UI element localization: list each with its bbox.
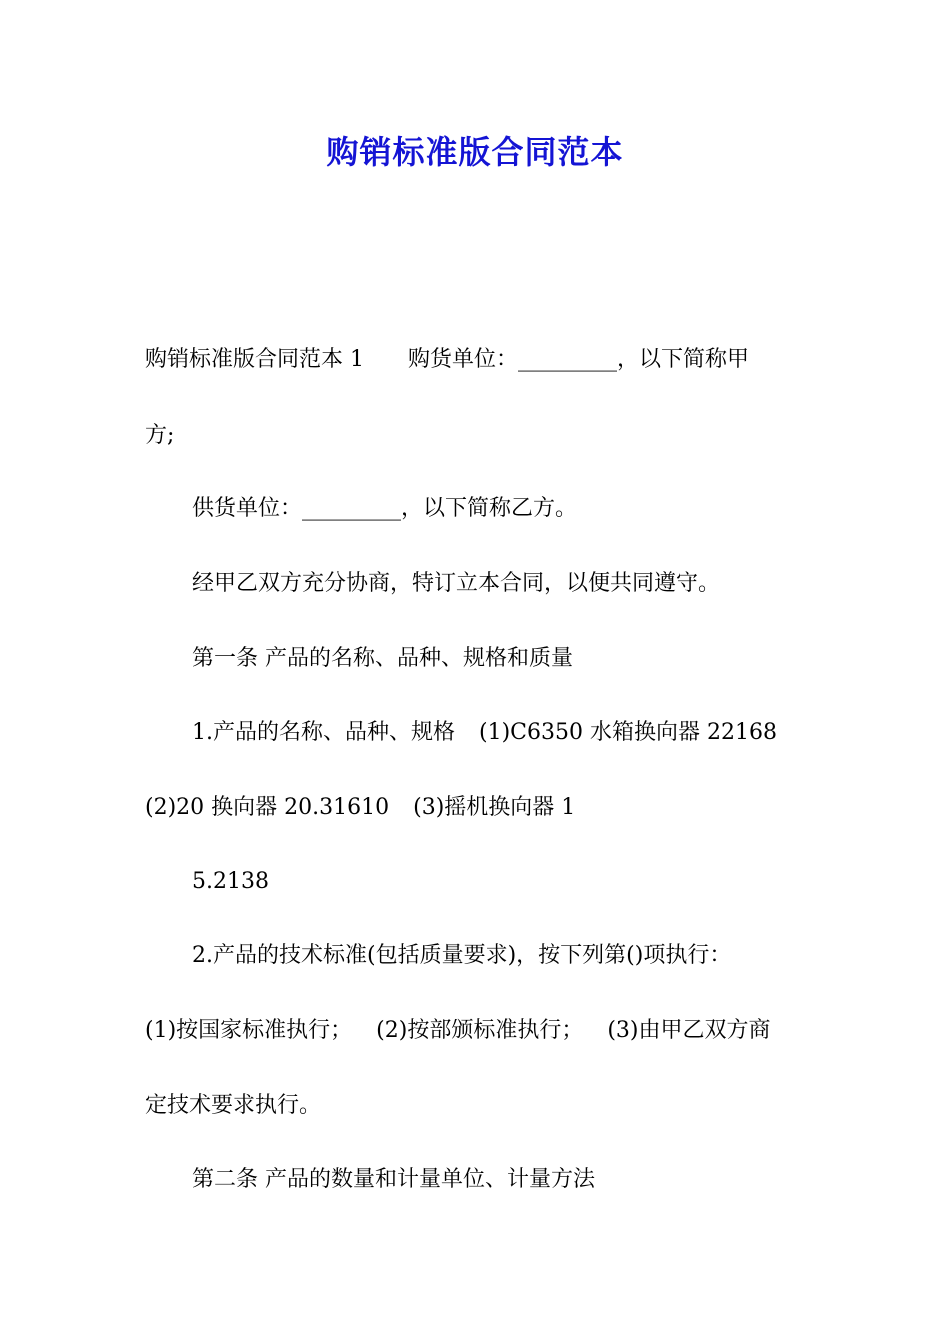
text-segment: 经甲乙双方充分协商，特订立本合同，以便共同遵守。 (192, 571, 721, 596)
paragraph-line (145, 790, 810, 826)
paragraph-line (145, 1013, 810, 1049)
text-segment: (2)20 换向器 20.31610 (145, 795, 390, 820)
text-segment: 定技术要求执行。 (145, 1093, 322, 1118)
paragraph-line (145, 1088, 810, 1124)
paragraph-line (145, 342, 810, 378)
paragraph-line (192, 864, 857, 900)
text-segment: 第二条 产品的数量和计量单位、计量方法 (192, 1167, 595, 1192)
paragraph-line (192, 566, 857, 602)
text-segment: 供货单位：_________，以下简称乙方。 (192, 496, 578, 521)
paragraph-line (192, 938, 857, 974)
section-heading (192, 1162, 857, 1198)
paragraph-line (192, 491, 857, 527)
text-segment: (1)C6350 水箱换向器 22168 (479, 720, 777, 745)
text-segment: 方; (145, 423, 175, 448)
document-title: 购销标准版合同范本 (326, 133, 624, 171)
text-segment: (2)按部颁标准执行； (376, 1018, 584, 1043)
paragraph-line (192, 715, 857, 751)
paragraph-line (145, 418, 810, 454)
text-segment: 5.2138 (192, 869, 269, 894)
text-segment: 1.产品的名称、品种、规格 (192, 720, 455, 745)
text-segment: 2.产品的技术标准(包括质量要求)，按下列第()项执行： (192, 943, 732, 968)
text-segment: 购货单位：_________，以下简称甲 (408, 347, 750, 372)
section-heading (192, 641, 857, 677)
text-segment: (3)摇机换向器 1 (413, 795, 576, 820)
text-segment: 购销标准版合同范本 1 (145, 347, 364, 372)
text-segment: (1)按国家标准执行； (145, 1018, 353, 1043)
text-segment: 第一条 产品的名称、品种、规格和质量 (192, 646, 573, 671)
text-segment: (3)由甲乙双方商 (607, 1018, 771, 1043)
